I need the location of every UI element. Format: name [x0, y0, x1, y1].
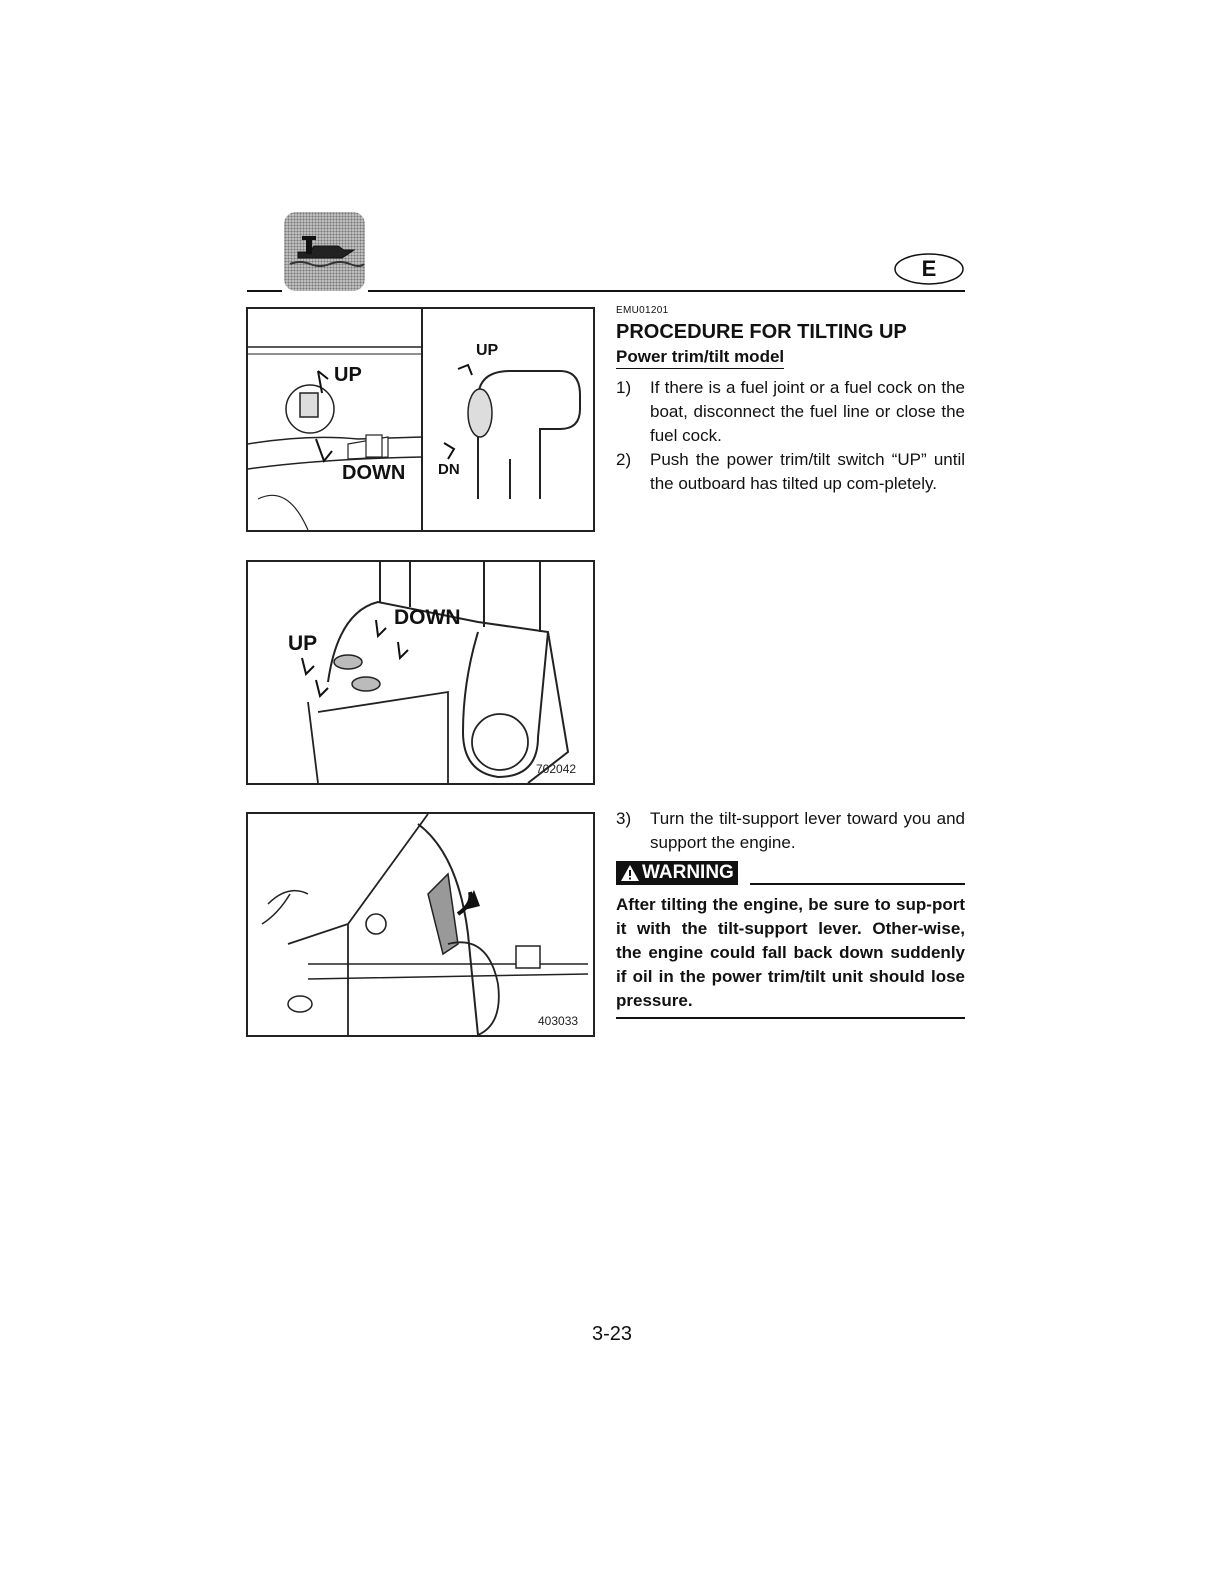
step-1-number: 1) [616, 378, 632, 397]
fig2-code: 702042 [536, 762, 577, 776]
warning-triangle-icon [620, 864, 640, 882]
warning-end-rule [616, 1017, 965, 1019]
fig2-up-label: UP [288, 632, 318, 655]
subsection-title: Power trim/tilt model [616, 347, 784, 369]
header-rule-left [247, 290, 282, 292]
fig2-down-label: DOWN [394, 606, 461, 629]
outboard-boat-icon [284, 212, 365, 291]
fig1-left-down-label: DOWN [342, 462, 406, 484]
step-2-number: 2) [616, 450, 632, 469]
fig3-code: 403033 [538, 1014, 579, 1028]
step-2-text: Push the power trim/tilt switch “UP” until the outboard has tilted up com-pletely. [650, 450, 965, 493]
fig1-right-up-label: UP [476, 342, 499, 359]
figure-remote-control-switch [246, 560, 595, 785]
warning-label: WARNING [642, 862, 734, 883]
warning-badge [616, 861, 738, 885]
page-number: 3-23 [591, 1323, 633, 1345]
step-2 [616, 448, 965, 496]
step-1 [616, 376, 965, 448]
document-code: EMU01201 [616, 305, 669, 316]
step-1-text: If there is a fuel joint or a fuel cock on the boat, disconnect the fuel line or close the fuel cock. [650, 378, 965, 445]
figure-trim-switch-views [246, 307, 595, 532]
header-rule-right [368, 290, 965, 292]
section-title: PROCEDURE FOR TILTING UP [616, 321, 907, 343]
warning-rule [750, 883, 965, 885]
fig1-right-dn-label: DN [438, 461, 460, 478]
step-3-text: Turn the tilt-support lever toward you and support the engine. [650, 809, 965, 852]
fig1-left-up-label: UP [334, 364, 362, 386]
figure-tilt-support-lever [246, 812, 595, 1037]
language-badge: E [921, 256, 937, 281]
warning-text: After tilting the engine, be sure to sup-port it with the tilt-support lever. Other-wise, the engine could fall back down suddenly if oil in the power trim/tilt unit should lose pressure. [616, 895, 965, 1010]
step-3 [616, 807, 965, 855]
step-3-number: 3) [616, 809, 632, 828]
